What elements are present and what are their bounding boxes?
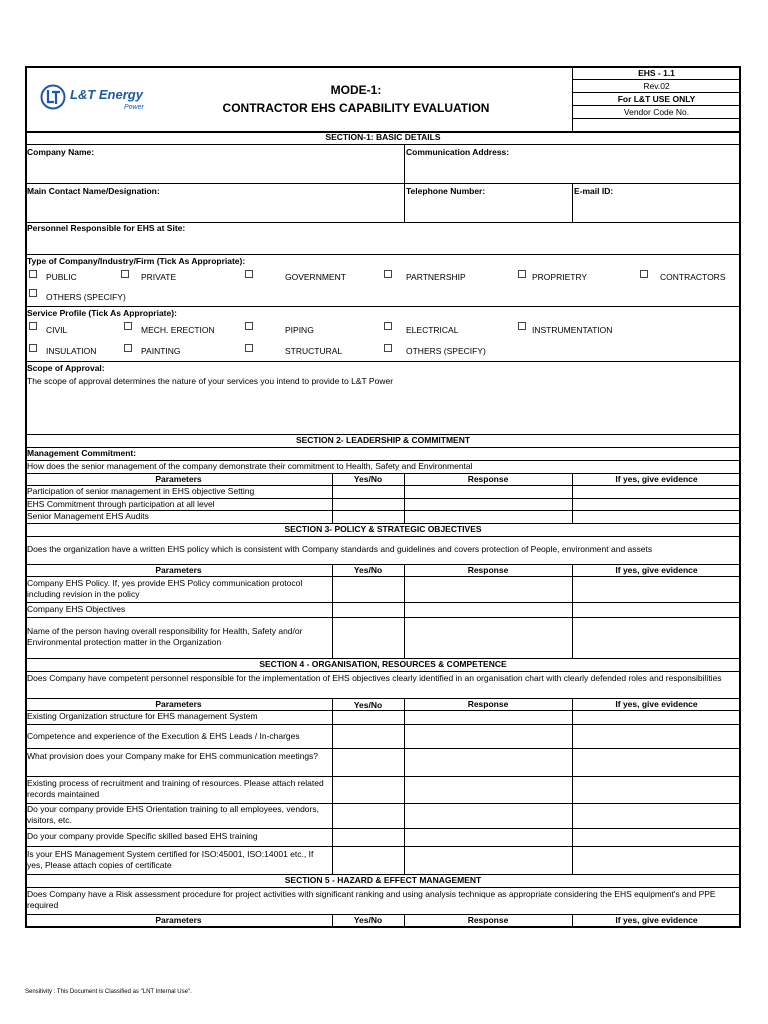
s3-col-parameters: Parameters: [155, 565, 202, 575]
option-others-type-label: OTHERS (SPECIFY): [46, 292, 126, 302]
management-commitment-label: Management Commitment:: [27, 448, 137, 458]
checkbox-instrumentation[interactable]: [518, 322, 526, 330]
checkbox-others-service[interactable]: [384, 344, 392, 352]
s4-row-2: Competence and experience of the Execution & EHS Leads / In-charges: [27, 731, 300, 741]
main-contact-field[interactable]: [176, 185, 400, 219]
checkbox-insulation[interactable]: [29, 344, 37, 352]
lt-logo-icon: [40, 84, 66, 110]
s3-row-2: Company EHS Objectives: [27, 604, 126, 614]
s3-row-3: Name of the person having overall responsibility for Health, Safety and/or Environmental protection matter in the Organization: [27, 626, 303, 647]
logo-name: L&T Energy: [70, 87, 143, 102]
option-structural-label: STRUCTURAL: [285, 346, 343, 356]
s3-col-response: Response: [467, 565, 509, 575]
option-contractors-label: CONTRACTORS: [660, 272, 726, 282]
option-government-label: GOVERNMENT: [285, 272, 346, 282]
s2-row-2: EHS Commitment through participation at all level: [27, 499, 215, 509]
s5-col-parameters: Parameters: [155, 915, 202, 925]
sensitivity-footer: Sensitivity : This Document is Classified as "LNT Internal Use".: [25, 989, 192, 995]
checkbox-others-type[interactable]: [29, 289, 37, 297]
s2-col-evidence: If yes, give evidence: [615, 474, 698, 484]
s4-col-parameters: Parameters: [155, 699, 202, 709]
revision: Rev.02: [643, 81, 670, 91]
logo-subtitle: Power: [124, 104, 144, 111]
scope-field[interactable]: [27, 388, 737, 432]
company-logo: [40, 84, 160, 114]
title-mode: MODE-1:: [330, 83, 382, 97]
s4-row-5: Do your company provide EHS Orientation training to all employees, vendors, visitors, etc.: [27, 804, 319, 825]
main-contact-label: Main Contact Name/Designation:: [27, 186, 160, 196]
personnel-ehs-field[interactable]: [194, 223, 736, 253]
vendor-code-label: Vendor Code No.: [623, 107, 690, 117]
section3-title: SECTION 3- POLICY & STRATEGIC OBJECTIVES: [284, 524, 482, 534]
s4-col-evidence: If yes, give evidence: [615, 699, 698, 709]
checkbox-government[interactable]: [245, 270, 253, 278]
s4-col-yes-no: Yes/No: [353, 700, 383, 710]
option-painting-label: PAINTING: [141, 346, 181, 356]
s4-row-7: Is your EHS Management System certified for ISO:45001, ISO:14001 etc., If yes, Please attach copies of certificate: [27, 849, 314, 870]
checkbox-structural[interactable]: [245, 344, 253, 352]
option-mech-erection-label: MECH. ERECTION: [141, 325, 215, 335]
checkbox-mech-erection[interactable]: [124, 322, 132, 330]
option-civil-label: CIVIL: [46, 325, 68, 335]
communication-address-field[interactable]: [516, 146, 736, 182]
email-label: E-mail ID:: [574, 186, 614, 196]
scope-text: The scope of approval determines the nature of your services you intend to provide to L&T Power: [27, 376, 394, 386]
checkbox-private[interactable]: [121, 270, 129, 278]
company-type-label: Type of Company/Industry/Firm (Tick As Appropriate):: [27, 256, 246, 266]
scope-label: Scope of Approval:: [27, 363, 105, 373]
s4-row-1: Existing Organization structure for EHS management System: [27, 711, 258, 721]
option-public-label: PUBLIC: [46, 272, 77, 282]
checkbox-civil[interactable]: [29, 322, 37, 330]
s4-row-6: Do your company provide Specific skilled based EHS training: [27, 831, 258, 841]
option-proprietry-label: PROPRIETRY: [532, 272, 588, 282]
option-private-label: PRIVATE: [141, 272, 177, 282]
section2-question: How does the senior management of the company demonstrate their commitment to Health, Safety and Environmental: [27, 461, 473, 471]
telephone-field[interactable]: [494, 185, 568, 219]
option-insulation-label: INSULATION: [46, 346, 97, 356]
section5-question: Does Company have a Risk assessment procedure for project activities with significant ranking and using analysis technique as appropriate considering the EHS equipment's and PPE required: [27, 889, 716, 910]
email-field[interactable]: [618, 185, 736, 219]
option-piping-label: PIPING: [285, 325, 314, 335]
checkbox-painting[interactable]: [124, 344, 132, 352]
option-electrical-label: ELECTRICAL: [406, 325, 459, 335]
s5-col-yes-no: Yes/No: [353, 915, 383, 925]
section2-title: SECTION 2- LEADERSHIP & COMMITMENT: [295, 435, 471, 445]
telephone-label: Telephone Number:: [406, 186, 486, 196]
use-only-label: For L&T USE ONLY: [617, 94, 696, 104]
personnel-ehs-label: Personnel Responsible for EHS at Site:: [27, 223, 186, 233]
communication-address-label: Communication Address:: [406, 147, 510, 157]
s4-col-response: Response: [467, 699, 509, 709]
s3-col-evidence: If yes, give evidence: [615, 565, 698, 575]
option-others-service-label: OTHERS (SPECIFY): [406, 346, 486, 356]
s2-col-response: Response: [467, 474, 509, 484]
checkbox-partnership[interactable]: [384, 270, 392, 278]
s2-col-yes-no: Yes/No: [353, 474, 383, 484]
checkbox-electrical[interactable]: [384, 322, 392, 330]
checkbox-proprietry[interactable]: [518, 270, 526, 278]
option-partnership-label: PARTNERSHIP: [406, 272, 466, 282]
s2-row-1: Participation of senior management in EHS objective Setting: [27, 486, 255, 496]
checkbox-contractors[interactable]: [640, 270, 648, 278]
s5-col-evidence: If yes, give evidence: [615, 915, 698, 925]
title-main: CONTRACTOR EHS CAPABILITY EVALUATION: [222, 101, 490, 115]
section5-title: SECTION 5 - HAZARD & EFFECT MANAGEMENT: [284, 875, 482, 885]
s4-row-3: What provision does your Company make for EHS communication meetings?: [27, 751, 319, 761]
option-instrumentation-label: INSTRUMENTATION: [532, 325, 613, 335]
s3-row-1: Company EHS Policy. If, yes provide EHS Policy communication protocol including revision in the policy: [27, 578, 303, 599]
s2-col-parameters: Parameters: [155, 474, 202, 484]
doc-code: EHS - 1.1: [638, 68, 675, 78]
section4-title: SECTION 4 - ORGANISATION, RESOURCES & COMPETENCE: [259, 659, 507, 669]
s3-col-yes-no: Yes/No: [353, 565, 383, 575]
s4-row-4: Existing process of recruitment and training of resources. Please attach related records maintained: [27, 778, 324, 799]
company-name-label: Company Name:: [27, 147, 95, 157]
company-name-field[interactable]: [120, 146, 400, 182]
checkbox-piping[interactable]: [245, 322, 253, 330]
section1-title: SECTION-1: BASIC DETAILS: [325, 132, 441, 142]
s2-row-3: Senior Management EHS Audits: [27, 511, 149, 521]
checkbox-public[interactable]: [29, 270, 37, 278]
section4-question: Does Company have competent personnel responsible for the implementation of EHS objectives clearly identified in an organisation chart with clearly defended roles and responsibilities: [27, 673, 722, 683]
service-profile-label: Service Profile (Tick As Appropriate):: [27, 308, 177, 318]
s5-col-response: Response: [467, 915, 509, 925]
section3-question: Does the organization have a written EHS policy which is consistent with Company standards and guidelines and covers protection of People, environment and assets: [27, 544, 653, 554]
